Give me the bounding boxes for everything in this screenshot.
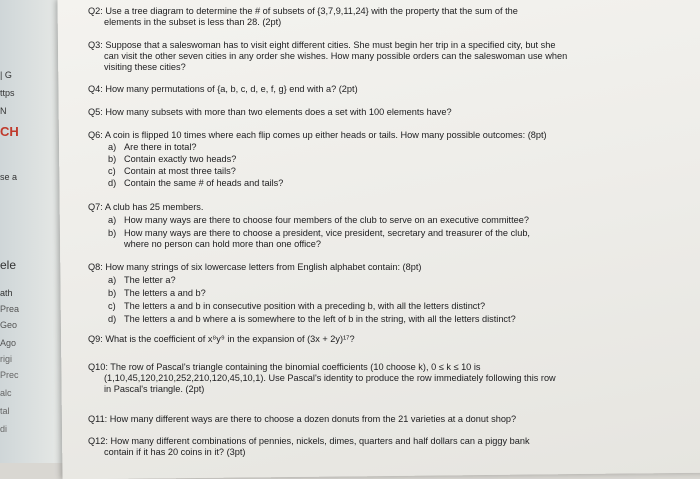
question-5: Q5: How many subsets with more than two elements does a set with 100 elements have? — [88, 107, 452, 117]
background-fragment: se a — [0, 172, 18, 182]
background-fragment: Geo — [0, 320, 18, 330]
homework-document — [88, 0, 700, 463]
background-fragment: alc — [0, 388, 12, 398]
question-7 — [88, 202, 608, 213]
question-stem: Q6: A coin is flipped 10 times where each flip comes up either heads or tails. How many possible outcomes: (8pt) — [88, 130, 547, 140]
background-fragment: N — [0, 106, 7, 116]
question-2: Q2: Use a tree diagram to determine the # of subsets of {3,7,9,11,24} with the property that the sum of the elements in the subset is less than 28. (2pt) — [88, 6, 518, 28]
question-11: Q11: How many different ways are there to choose a dozen donuts from the 21 varieties at a donut shop? — [88, 414, 517, 424]
background-fragment: Ago — [0, 338, 17, 348]
question-9: Q9: What is the coefficient of x⁸y⁹ in the expansion of (3x + 2y)¹⁷? — [88, 334, 355, 344]
question-8-part-a: a) The letter a? — [108, 275, 176, 285]
question-stem: Q7: A club has 25 members. — [88, 202, 204, 212]
background-fragment: rigi — [0, 354, 13, 364]
question-6-part-a: a) Are there in total? — [108, 142, 197, 152]
background-fragment: tal — [0, 406, 10, 416]
background-fragment: ttps — [0, 88, 15, 98]
background-fragment: Prec — [0, 370, 19, 380]
background-fragment: ath — [0, 288, 13, 298]
question-8-part-d: d) The letters a and b where a is somewhere to the left of b in the string, with all the letters distinct? — [108, 314, 516, 324]
question-stem: Q8: How many strings of six lowercase letters from English alphabet contain: (8pt) — [88, 262, 422, 272]
question-7-part-a: a) How many ways are there to choose four members of the club to serve on an executive committee? — [108, 215, 529, 225]
question-8-part-b: b) The letters a and b? — [108, 288, 206, 298]
question-8 — [88, 262, 608, 273]
question-6 — [88, 130, 608, 141]
background-fragment: | G — [0, 70, 12, 80]
question-8-part-c: c) The letters a and b in consecutive position with a preceding b, with all the letters distinct? — [108, 301, 486, 311]
question-3: Q3: Suppose that a saleswoman has to visit eight different cities. She must begin her trip in a specified city, but she can visit the other seven cities in any order she wishes. How many possible orders can the saleswoman use when visiting these cities? — [88, 40, 568, 73]
background-fragment: Prea — [0, 304, 20, 314]
question-4: Q4: How many permutations of {a, b, c, d, e, f, g} end with a? (2pt) — [88, 84, 358, 94]
question-6-part-b: b) Contain exactly two heads? — [108, 154, 237, 164]
question-6-part-c: c) Contain at most three tails? — [108, 166, 236, 176]
question-7-part-b: b) How many ways are there to choose a president, vice president, secretary and treasurer of the club, where no person can hold more than one office? — [108, 228, 530, 250]
question-12: Q12: How many different combinations of pennies, nickels, dimes, quarters and half dollars can a piggy bank contain if it has 20 coins in it? (3pt) — [88, 436, 530, 458]
question-6-part-d: d) Contain the same # of heads and tails? — [108, 178, 284, 188]
background-fragment: CH — [0, 124, 19, 139]
question-10: Q10: The row of Pascal's triangle containing the binomial coefficients (10 choose k), 0 ≤ k ≤ 10 is (1,10,45,120,210,252,210,120,45,10,1). Use Pascal's identity to produce the row immediately following this row in Pascal's triangle. (2pt) — [88, 362, 556, 395]
background-fragment: ele — [0, 258, 17, 272]
background-fragment: di — [0, 424, 8, 434]
